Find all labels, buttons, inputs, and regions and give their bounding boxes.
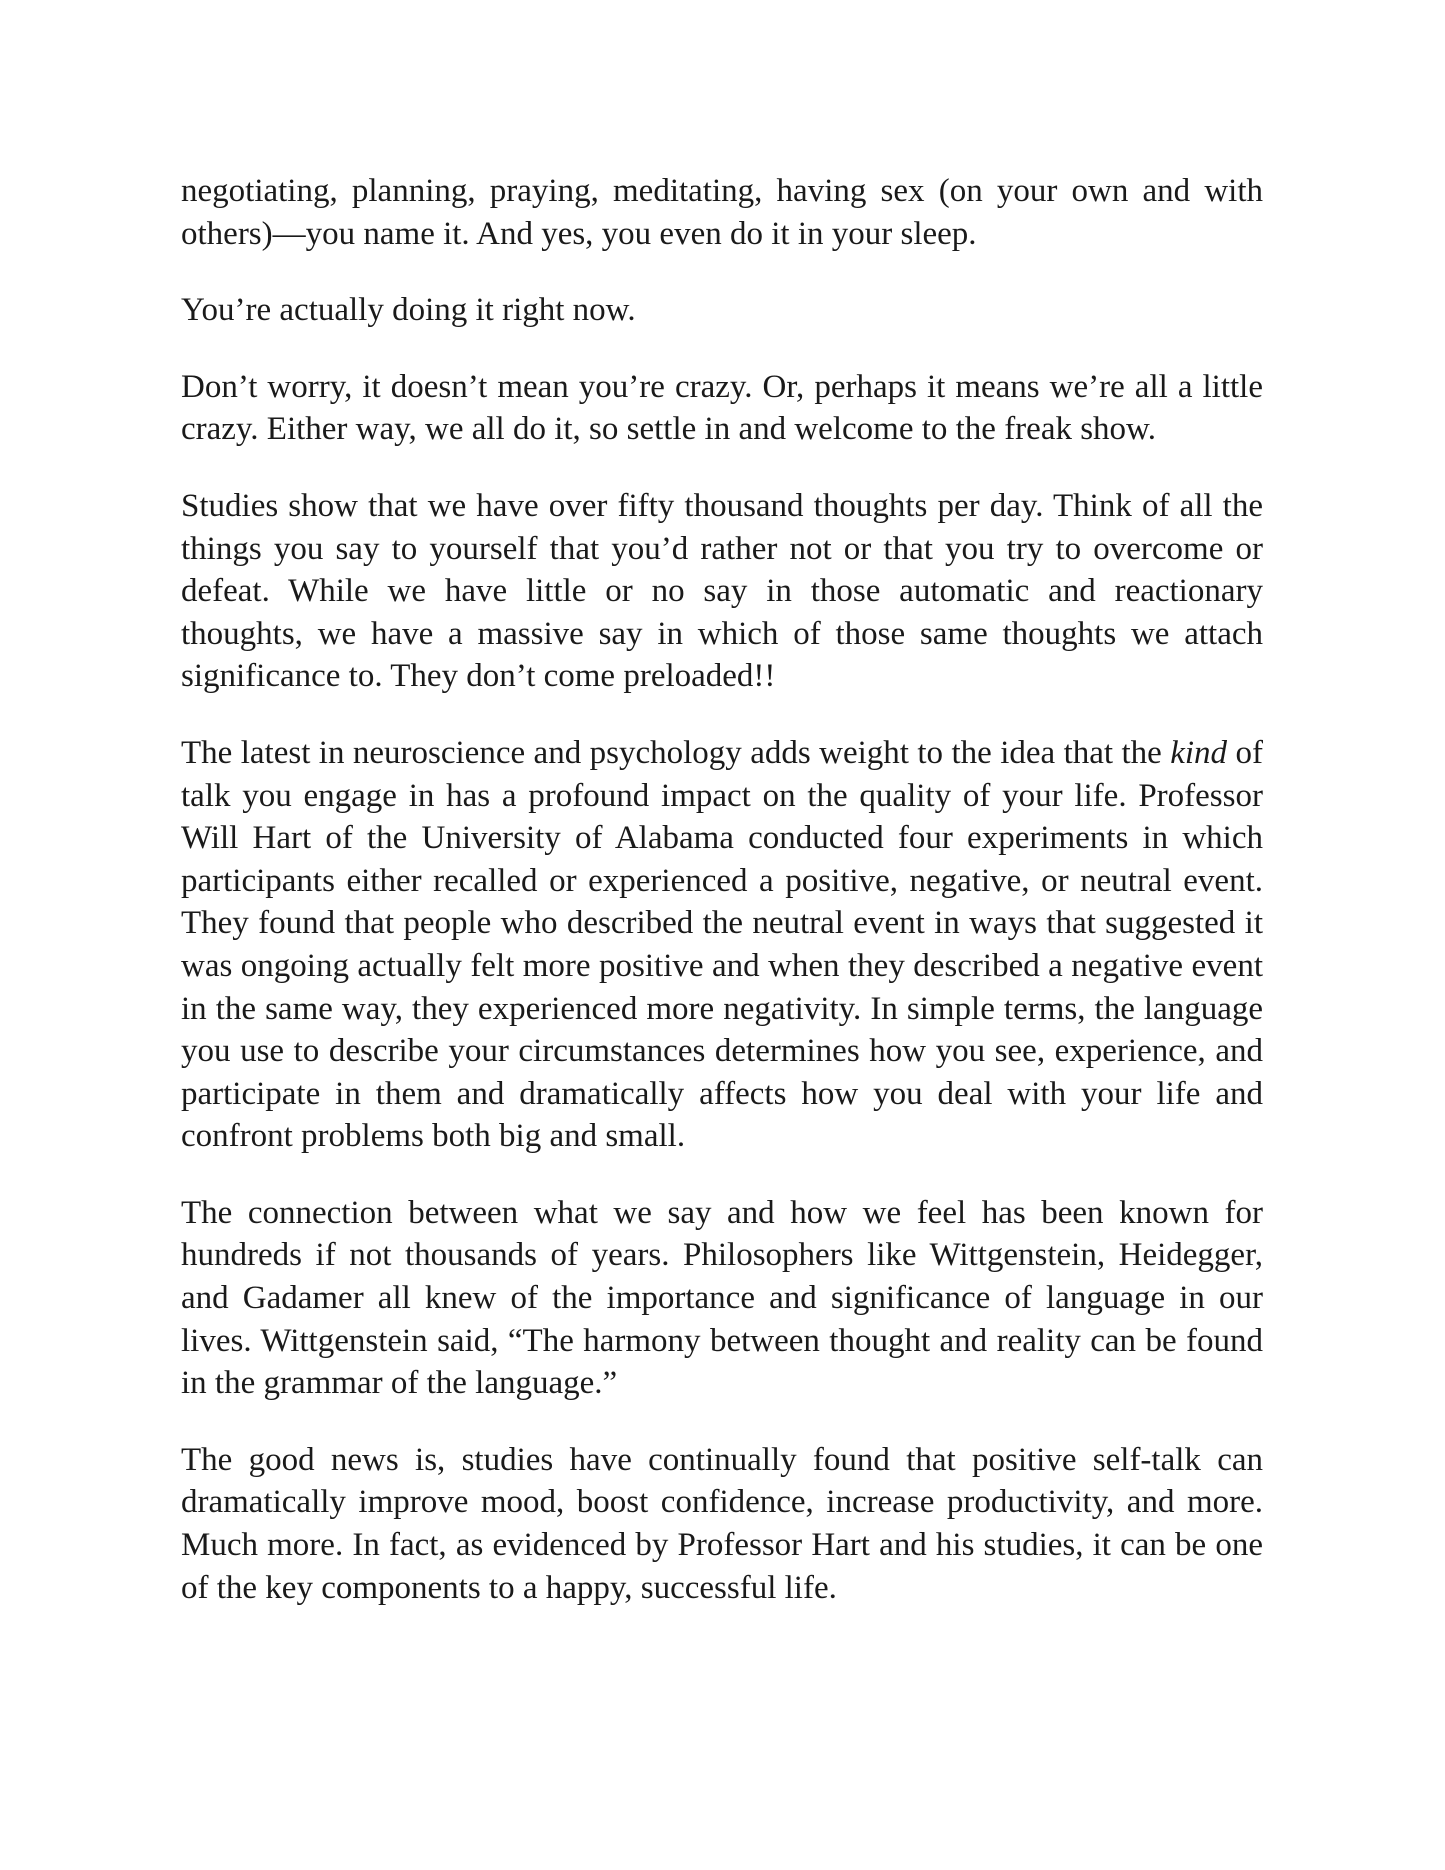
paragraph: The good news is, studies have continually found that positive self-talk can dramatically improve mood, boost confidence, increase productivity, and more. Much more. In fact, as evidenced by Professor Hart and his studies, it can be one of the key components to a happy, successful life.: [181, 1441, 1263, 1606]
paragraph-lead: The latest in neuroscience and psychology adds weight to the idea that the: [181, 734, 1171, 771]
body-text: [181, 170, 1263, 1609]
paragraph: negotiating, planning, praying, meditating, having sex (on your own and with others)—you name it. And yes, you even do it in your sleep.: [181, 173, 1263, 252]
emphasis-text: kind: [1170, 734, 1228, 771]
paragraph-rest: of talk you engage in has a profound impact on the quality of your life. Professor Will Hart of the University of Alabama conducted four experiments in which participants either recalled or experienced a positive, negative, or neutral event. They found that people who described the neutral event in ways that suggested it was ongoing actually felt more positive and when they described a negative event in the same way, they experienced more negativity. In simple terms, the language you use to describe your circumstances determines how you see, experience, and participate in them and dramatically affects how you deal with your life and confront problems both big and small.: [181, 734, 1263, 1155]
paragraph: You’re actually doing it right now.: [181, 292, 636, 329]
paragraph: The connection between what we say and how we feel has been known for hundreds if not thousands of years. Philosophers like Wittgenstein, Heidegger, and Gadamer all knew of the importance and significance of language in our lives. Wittgenstein said, “The harmony between thought and reality can be found in the grammar of the language.”: [181, 1194, 1263, 1402]
paragraph: Studies show that we have over fifty thousand thoughts per day. Think of all the things you say to yourself that you’d rather not or that you try to overcome or defeat. While we have little or no say in those automatic and reactionary thoughts, we have a massive say in which of those same thoughts we attach significance to. They don’t come preloaded!!: [181, 487, 1263, 695]
paragraph: Don’t worry, it doesn’t mean you’re crazy. Or, perhaps it means we’re all a little crazy. Either way, we all do it, so settle in and welcome to the freak show.: [181, 368, 1263, 448]
paragraph: [181, 732, 1263, 1158]
